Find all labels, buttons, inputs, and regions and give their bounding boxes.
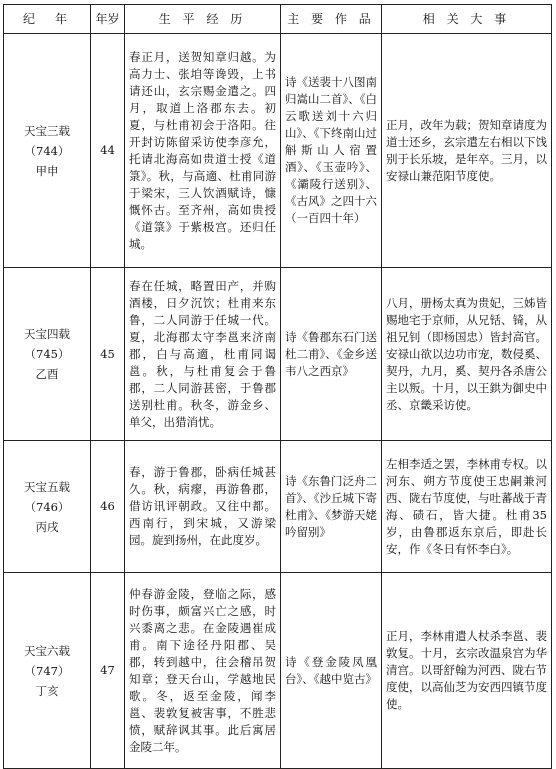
age-cell: 44 [91,34,125,268]
era-name: 天宝五载 [24,479,70,494]
events-cell: 正月，改年为载；贺知章请度为道士还乡，玄宗遣左右相以下饯别于长乐坡，是年卒。三月，以安禄山兼范阳节度使。 [382,34,552,268]
age-cell: 46 [91,441,125,573]
life-cell: 春正月，送贺知章归越。为高力士、张垍等谗毁，上书请还山，玄宗赐金遣之。四月，取道上洛郡东去。初夏，与杜甫初会于洛阳。往开封访陈留采访使李彦允，托请北海高如贵道士授《道箓》。秋，与高適、杜甫同游于梁宋，三人饮酒赋诗，慷慨怀古。至齐州，高如贵授《道箓》于紫极宫。还归任城。 [125,34,281,268]
works-cell: 诗《东鲁门泛舟二首》、《沙丘城下寄杜甫》、《梦游天姥吟留别》 [281,441,382,573]
header-row [4,5,552,34]
era-year: （747） [24,663,70,678]
life-cell: 春在任城，略置田产，并购酒楼，日夕沉饮；杜甫来东鲁，二人同游于任城一代。夏，北海郡太守李邕来济南郡，白与高適，杜甫同谒邕。秋，与杜甫复会于鲁郡，二人同游甚密，于鲁郡送别杜甫。秋冬，游金乡、单父，出猎消忧。 [125,268,281,441]
age-cell: 45 [91,268,125,441]
events-cell: 八月，册杨太真为贵妃，三姊皆赐地宅于京师，从兄铦、锜，从祖兄钊（即杨国忠）皆封高官。安禄山欲以边功市宠，数侵奚、契丹，九月，奚、契丹各杀唐公主以叛。十月，以王鉷为御史中丞、京畿采访使。 [382,268,552,441]
age-cell: 47 [91,573,125,769]
era-cell [4,34,91,268]
header-works: 主 要 作 品 [281,5,382,34]
era-name: 天宝三载 [24,123,70,138]
era-cell [4,441,91,573]
era-year: （744） [24,143,70,158]
works-cell: 诗《登金陵凤凰台》、《越中览古》 [281,573,382,769]
table-row [4,573,552,769]
header-age: 年岁 [91,5,125,34]
works-cell: 诗《送裴十八图南归嵩山二首》、《白云歌送刘十六归山》、《下终南山过斛斯山人宿置酒》、《玉壶吟》、《灞陵行送别》、《古风》之四十六（一百四十年） [281,34,382,268]
header-life: 生 平 经 历 [125,5,281,34]
life-cell: 仲春游金陵，登临之际，感时伤事，颇富兴亡之感，时兴黍离之悲。在金陵遇崔成甫。南下途径丹阳郡、吴郡，转到越中，往会稽吊贺知章；登天台山，学越地民歌。冬，返至金陵，闻李邕、裴敦复被害事，不胜悲愤，赋辞讽其事。此后寓居金陵二年。 [125,573,281,769]
era-ganzhi: 甲申 [35,163,59,178]
era-ganzhi: 乙酉 [35,367,59,381]
era-cell [4,573,91,769]
events-cell: 正月，李林甫遣人杖杀李邕、裴敦复。十月，玄宗改温泉宫为华清宫。以哥舒翰为河西、陇右节度使，以高仙芝为安西四镇节度使。 [382,573,552,769]
header-era: 纪 年 [4,5,91,34]
life-cell: 春，游于鲁郡，卧病任城甚久。秋，病瘳，再游鲁郡，借访讯评朝政。又往中都。西南行，到宋城，又游梁园。旋到扬州，在此度岁。 [125,441,281,573]
era-year: （745） [24,347,70,361]
table-row [4,268,552,441]
table-row [4,441,552,573]
era-ganzhi: 丙戌 [35,519,59,534]
events-cell: 左相李适之罢，李林甫专权。以河东、朔方节度使王忠嗣兼河西、陇右节度使，与吐蕃战于青海、碛石，皆大捷。杜甫35岁，由鲁郡返东京后，即赴长安，作《冬日有怀李白》。 [382,441,552,573]
chronology-table [3,4,552,769]
era-cell [4,268,91,441]
header-events: 相 关 大 事 [382,5,552,34]
era-name: 天宝六载 [24,643,70,658]
era-year: （746） [24,499,70,514]
era-ganzhi: 丁亥 [35,683,59,698]
era-name: 天宝四载 [24,327,70,341]
table-row [4,34,552,268]
works-cell: 诗《鲁郡东石门送杜二甫》、《金乡送韦八之西京》 [281,268,382,441]
